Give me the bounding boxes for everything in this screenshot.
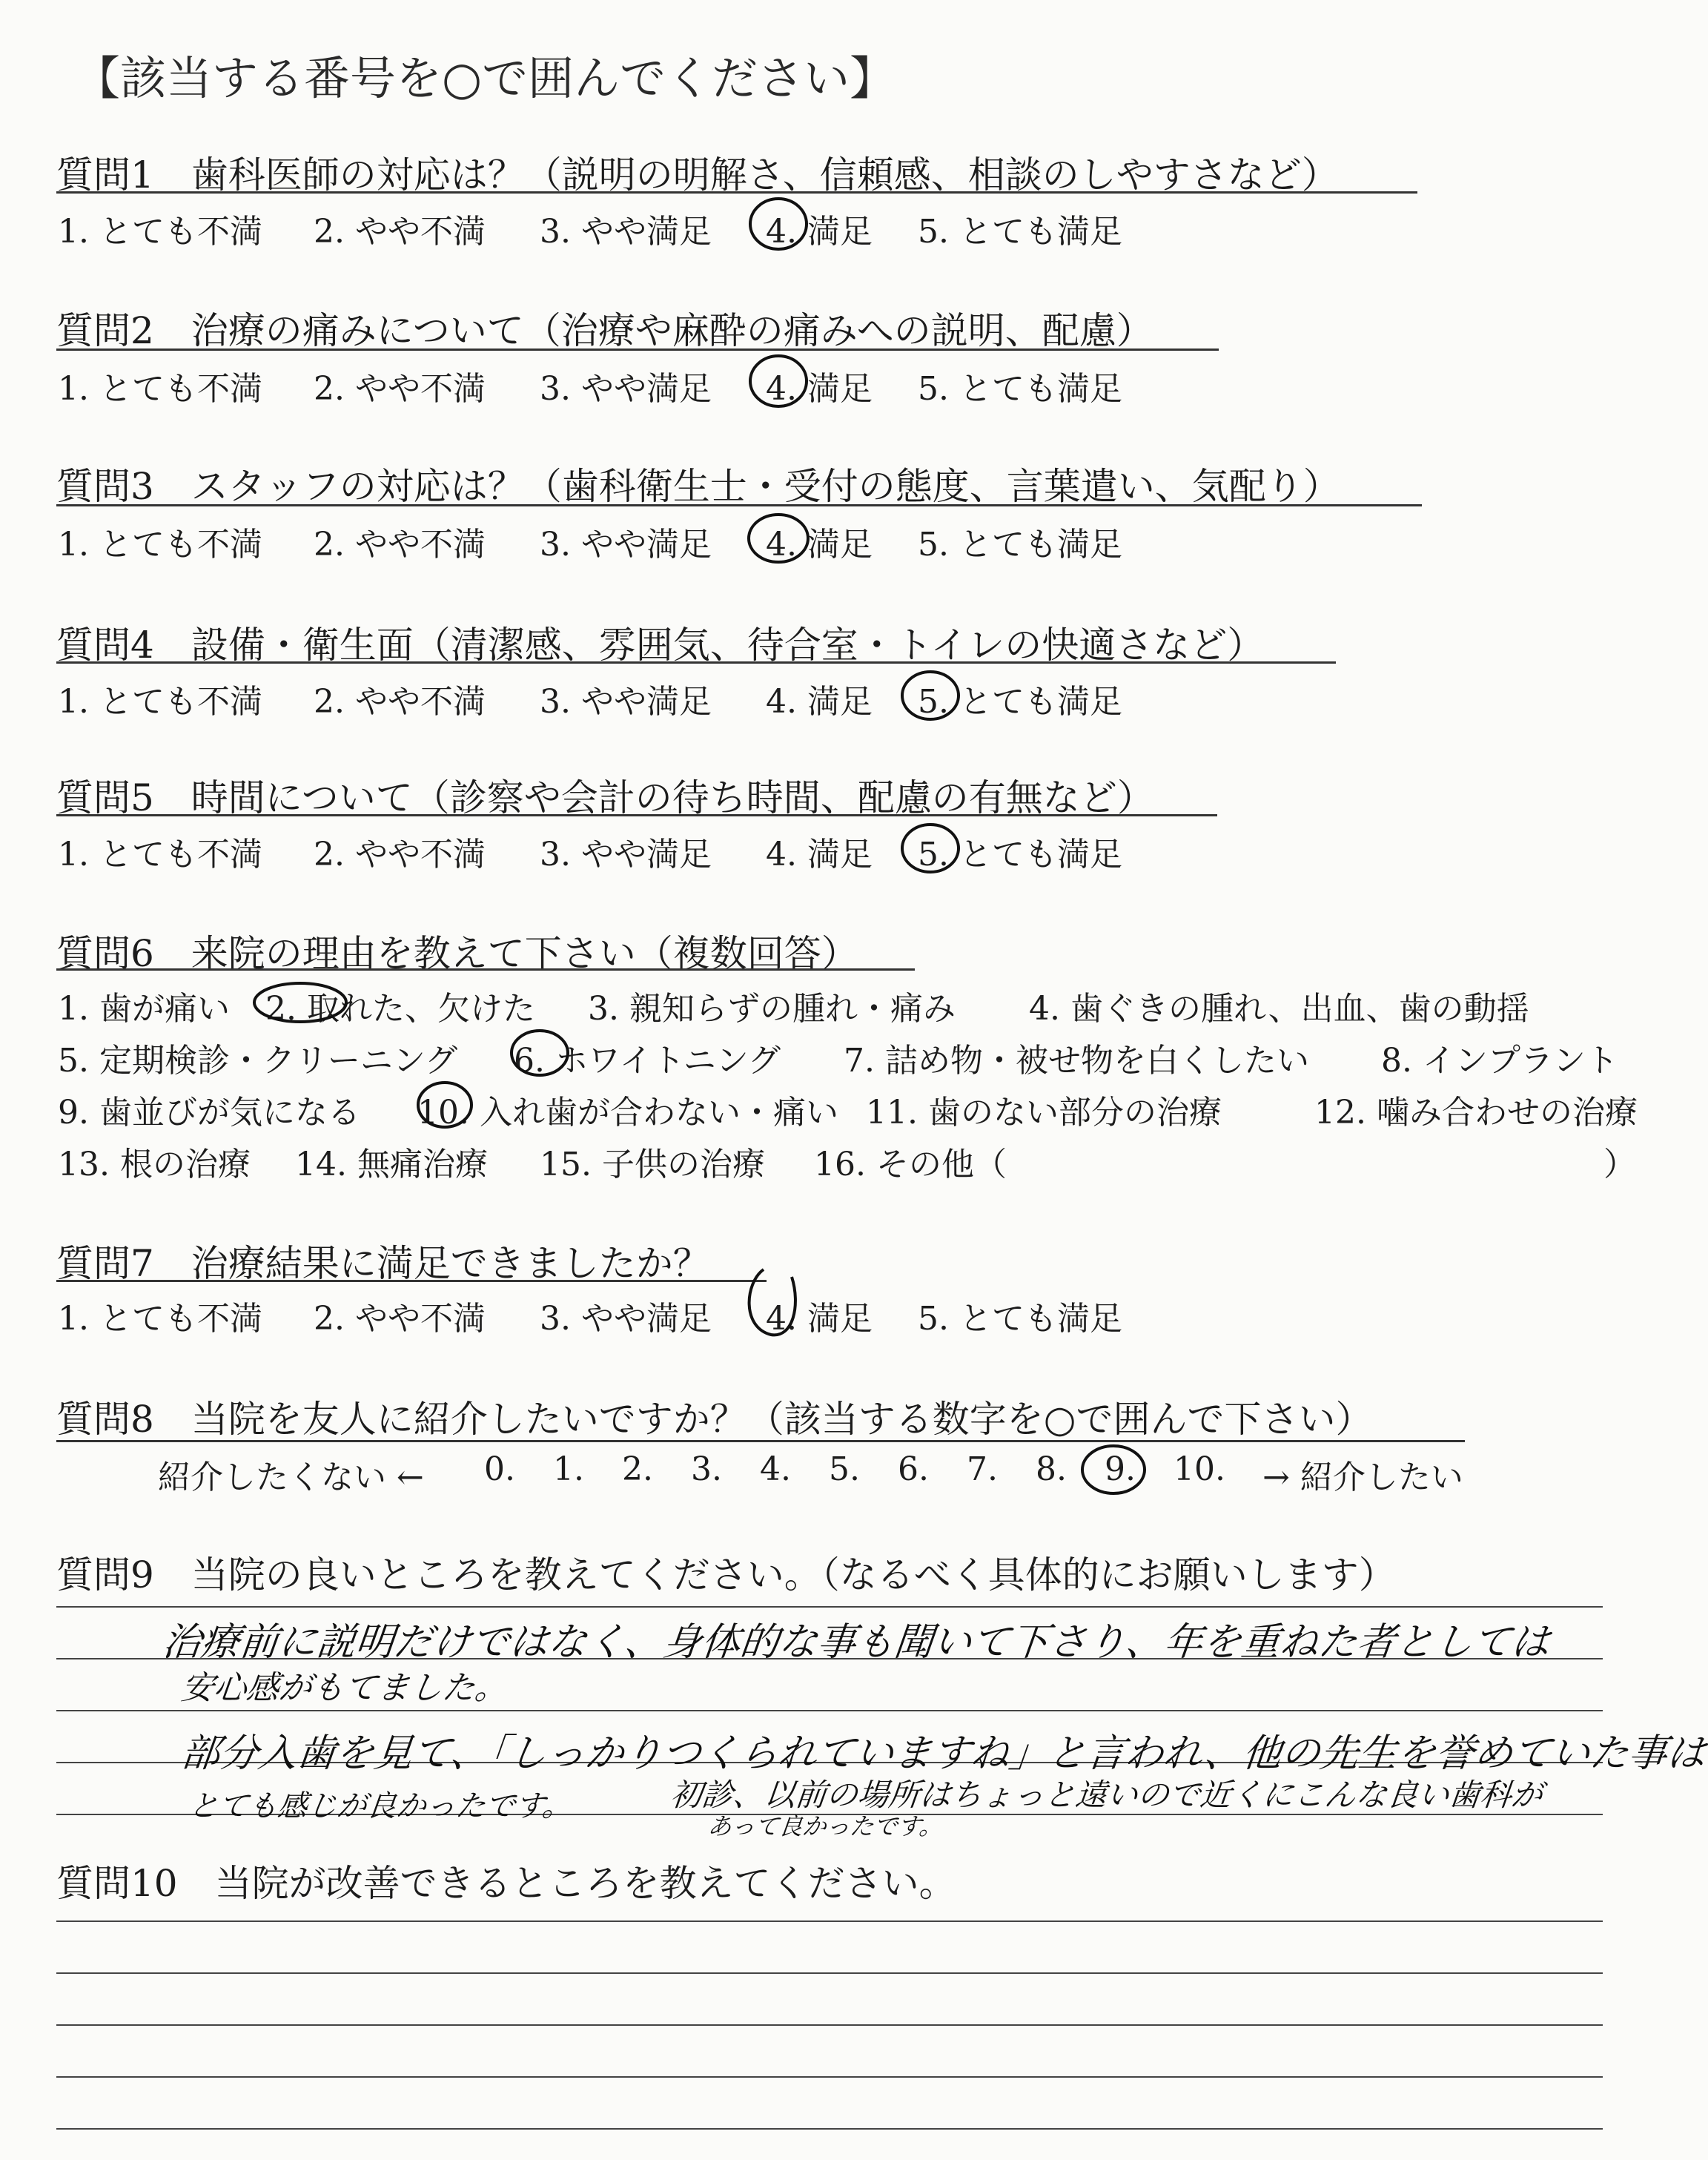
question-7: 質問7 治療結果に満足できましたか？ — [56, 1242, 710, 1285]
question-7-underline — [56, 1280, 767, 1282]
handwritten-line-6: あって良かったです。 — [706, 1812, 944, 1840]
handwritten-line-3: 部分入歯を見て、「しっかりつくられていますね」と言われ、他の先生を誉めていた事は — [179, 1731, 1708, 1776]
reason-14[interactable]: 14. 無痛治療 — [295, 1146, 488, 1183]
question-2-underline — [56, 349, 1219, 351]
q2-option-3[interactable]: 3. やや満足 — [540, 370, 712, 408]
answer-line — [56, 2024, 1603, 2026]
q2-option-4[interactable]: 4. 満足 — [766, 370, 873, 408]
reason-12[interactable]: 12. 噛み合わせの治療 — [1314, 1094, 1638, 1132]
recommend-high-label: → 紹介したい — [1262, 1459, 1463, 1496]
question-6: 質問6 来院の理由を教えて下さい（複数回答） — [56, 932, 858, 975]
q3-option-1[interactable]: 1. とても不満 — [58, 526, 262, 564]
reason-8[interactable]: 8. インプラント — [1381, 1042, 1618, 1080]
q7-option-5[interactable]: 5. とても満足 — [918, 1300, 1122, 1338]
q5-option-1[interactable]: 1. とても不満 — [58, 836, 262, 873]
reason-6[interactable]: 6. ホワイトニング — [514, 1042, 781, 1080]
q5-option-4[interactable]: 4. 満足 — [766, 836, 873, 873]
answer-line — [56, 1606, 1603, 1608]
score-9[interactable]: 9. — [1105, 1450, 1136, 1488]
q4-option-5[interactable]: 5. とても満足 — [918, 683, 1122, 721]
handwritten-line-1: 治療前に説明だけではなく、身体的な事も聞いて下さり、年を重ねた者としては — [160, 1620, 1552, 1665]
q7-option-4[interactable]: 4. 満足 — [766, 1300, 873, 1338]
q4-option-2[interactable]: 2. やや不満 — [314, 683, 486, 721]
reason-5[interactable]: 5. 定期検診・クリーニング — [58, 1042, 458, 1080]
reason-7[interactable]: 7. 詰め物・被せ物を白くしたい — [844, 1042, 1309, 1080]
q1-option-2[interactable]: 2. やや不満 — [314, 213, 486, 251]
reason-15[interactable]: 15. 子供の治療 — [540, 1146, 765, 1183]
q5-option-5[interactable]: 5. とても満足 — [918, 836, 1122, 873]
score-8[interactable]: 8. — [1036, 1450, 1067, 1488]
question-8: 質問8 当院を友人に紹介したいですか？（該当する数字を○で囲んで下さい） — [56, 1398, 1373, 1441]
q2-option-2[interactable]: 2. やや不満 — [314, 370, 486, 408]
question-3-underline — [56, 504, 1422, 506]
reason-1[interactable]: 1. 歯が痛い — [58, 990, 230, 1028]
reason-9[interactable]: 9. 歯並びが気になる — [58, 1094, 360, 1132]
question-3: 質問3 スタッフの対応は？（歯科衛生士・受付の態度、言葉遣い、気配り） — [56, 465, 1340, 508]
q1-option-1[interactable]: 1. とても不満 — [58, 213, 262, 251]
answer-line — [56, 1920, 1603, 1922]
answer-line — [56, 1972, 1603, 1974]
q1-option-5[interactable]: 5. とても満足 — [918, 213, 1122, 251]
score-4[interactable]: 4. — [760, 1450, 791, 1488]
answer-line — [56, 2128, 1603, 2130]
q5-option-2[interactable]: 2. やや不満 — [314, 836, 486, 873]
question-8-underline — [56, 1440, 1465, 1442]
question-10: 質問10 当院が改善できるところを教えてください。 — [56, 1862, 956, 1905]
q4-option-1[interactable]: 1. とても不満 — [58, 683, 262, 721]
reason-2[interactable]: 2. 取れた、欠けた — [265, 990, 535, 1028]
score-1[interactable]: 1. — [553, 1450, 584, 1488]
score-10[interactable]: 10. — [1174, 1450, 1225, 1488]
question-9: 質問9 当院の良いところを教えてください。（なるべく具体的にお願いします） — [56, 1553, 1396, 1596]
question-1: 質問1 歯科医師の対応は？（説明の明解さ、信頼感、相談のしやすさなど） — [56, 153, 1339, 196]
score-5[interactable]: 5. — [829, 1450, 860, 1488]
question-4-underline — [56, 661, 1336, 664]
reason-4[interactable]: 4. 歯ぐきの腫れ、出血、歯の動揺 — [1029, 990, 1529, 1028]
question-5-underline — [56, 814, 1217, 816]
question-4: 質問4 設備・衛生面（清潔感、雰囲気、待合室・トイレの快適さなど） — [56, 624, 1265, 667]
q1-option-3[interactable]: 3. やや満足 — [540, 213, 712, 251]
question-2: 質問2 治療の痛みについて（治療や麻酔の痛みへの説明、配慮） — [56, 309, 1153, 352]
q2-option-1[interactable]: 1. とても不満 — [58, 370, 262, 408]
score-0[interactable]: 0. — [484, 1450, 515, 1488]
q3-option-5[interactable]: 5. とても満足 — [918, 526, 1122, 564]
page-title: 【該当する番号を○で囲んでください】 — [74, 51, 896, 105]
answer-line — [56, 2076, 1603, 2078]
reason-10[interactable]: 10. 入れ歯が合わない・痛い — [417, 1094, 838, 1132]
score-2[interactable]: 2. — [622, 1450, 653, 1488]
handwritten-line-2: 安心感がもてました。 — [179, 1669, 510, 1707]
reason-11[interactable]: 11. 歯のない部分の治療 — [866, 1094, 1222, 1132]
reason-16[interactable]: 16. その他（ — [814, 1146, 1007, 1183]
score-6[interactable]: 6. — [898, 1450, 929, 1488]
q3-option-4[interactable]: 4. 満足 — [766, 526, 873, 564]
score-7[interactable]: 7. — [967, 1450, 998, 1488]
q3-option-3[interactable]: 3. やや満足 — [540, 526, 712, 564]
q1-option-4[interactable]: 4. 満足 — [766, 213, 873, 251]
handwritten-line-4: とても感じが良かったです。 — [187, 1789, 574, 1823]
reason-3[interactable]: 3. 親知らずの腫れ・痛み — [588, 990, 956, 1028]
q4-option-3[interactable]: 3. やや満足 — [540, 683, 712, 721]
question-5: 質問5 時間について（診察や会計の待ち時間、配慮の有無など） — [56, 776, 1154, 819]
q2-option-5[interactable]: 5. とても満足 — [918, 370, 1122, 408]
answer-line — [56, 1710, 1603, 1711]
q4-option-4[interactable]: 4. 満足 — [766, 683, 873, 721]
q7-option-1[interactable]: 1. とても不満 — [58, 1300, 262, 1338]
question-6-underline — [56, 968, 915, 971]
handwritten-line-5: 初診、以前の場所はちょっと遠いので近くにこんな良い歯科が — [669, 1777, 1545, 1813]
q7-option-2[interactable]: 2. やや不満 — [314, 1300, 486, 1338]
reason-16-close: ） — [1603, 1146, 1636, 1183]
question-1-underline — [56, 191, 1417, 194]
score-3[interactable]: 3. — [691, 1450, 722, 1488]
recommend-low-label: 紹介したくない ← — [158, 1459, 424, 1496]
q7-option-3[interactable]: 3. やや満足 — [540, 1300, 712, 1338]
reason-13[interactable]: 13. 根の治療 — [58, 1146, 251, 1183]
q3-option-2[interactable]: 2. やや不満 — [314, 526, 486, 564]
q5-option-3[interactable]: 3. やや満足 — [540, 836, 712, 873]
